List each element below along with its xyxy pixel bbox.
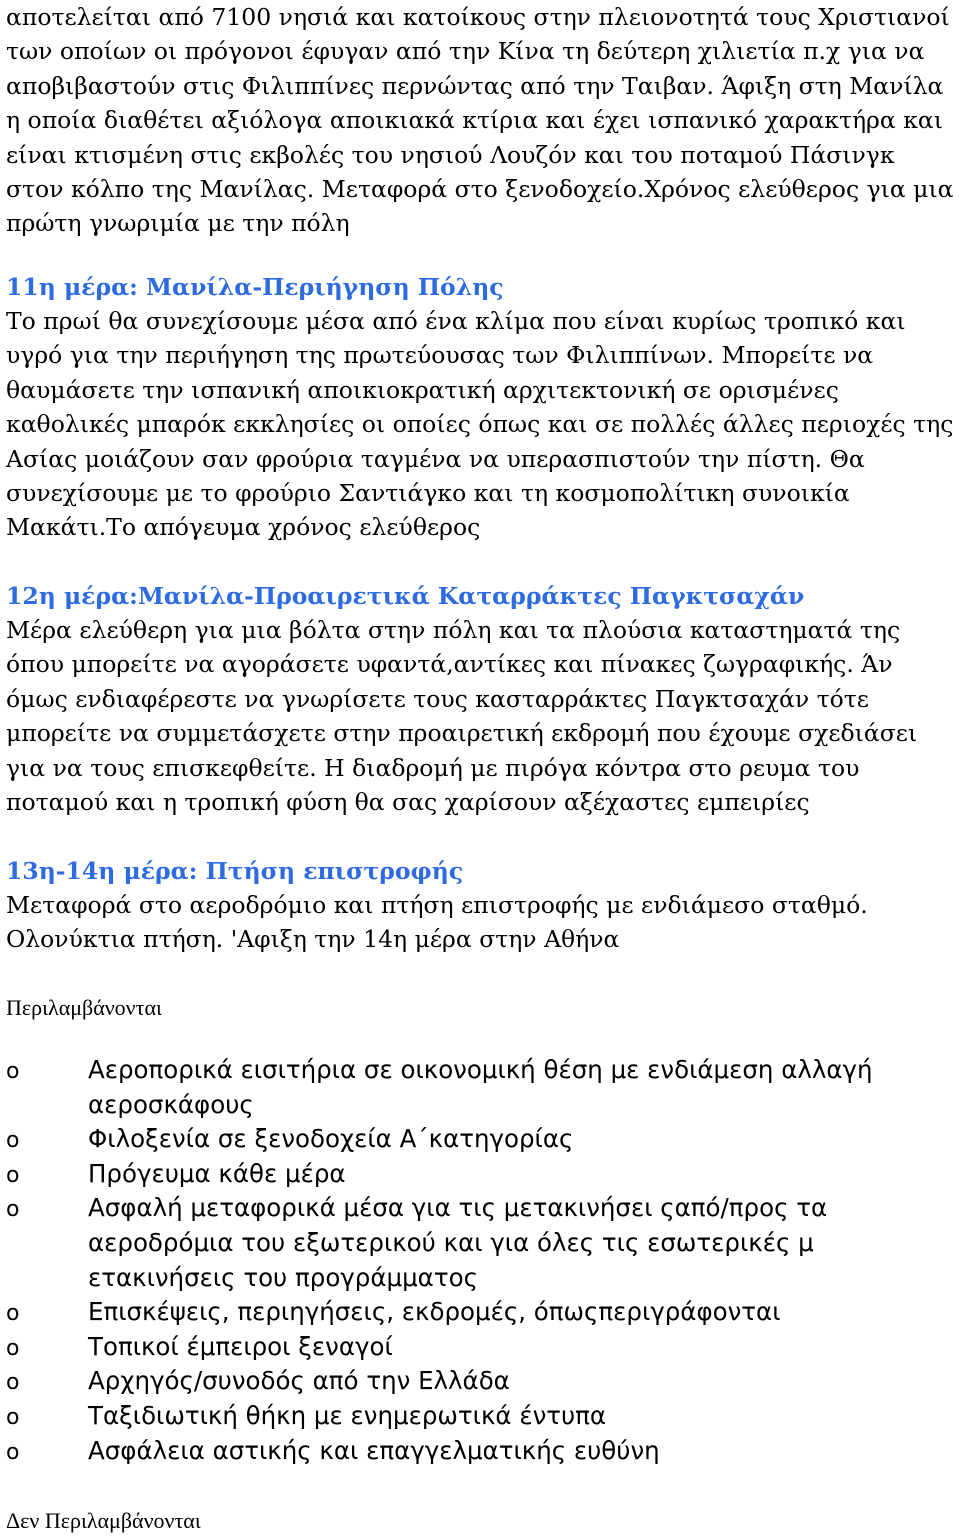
day-13-14-description: Μεταφορά στο αεροδρόμιο και πτήση επιστροφής με ενδιάμεσο σταθμό. Ολονύκτια πτήση. 'Αφιξη την 14η μέρα στην Αθήνα [6, 891, 868, 954]
list-item [6, 1434, 958, 1469]
list-item-text: Πρόγευμα κάθε μέρα [88, 1158, 346, 1188]
list-item-text: Ασφάλεια αστικής και επαγγελματικής ευθύνη [88, 1435, 660, 1465]
list-item [6, 1122, 958, 1157]
intro-paragraph: αποτελείται από 7100 νησιά και κατοίκους στην πλειονοτητά τους Χριστιανοί των οποίων οι πρόγονοι έφυγαν από την Κίνα τη δεύτερη χιλιετία π.χ για να αποβιβαστούν στις Φιλιππίνες περνώντας από την Ταιβαν. Άφιξη στη Μανίλα η οποία διαθέτει αξιόλογα αποικιακά κτίρια και έχει ισπανικό χαρακτήρα και είναι κτισμένη στις εκβολές του νησιού Λουζόν και του ποταμού Πάσινγκ στον κόλπο της Μανίλας. Μεταφορά στο ξενοδοχείο.Χρόνος ελεύθερος για μια πρώτη γνωριμία με την πόλη [6, 3, 954, 238]
list-item [6, 1364, 958, 1399]
list-item [6, 1295, 958, 1330]
day-13-14-heading: 13η-14η μέρα: Πτήση επιστροφής [6, 857, 464, 885]
bullet-icon: o [6, 1335, 20, 1361]
bullet-icon: o [6, 1370, 20, 1396]
bullet-icon: o [6, 1128, 20, 1154]
bullet-icon: o [6, 1059, 20, 1084]
list-item-text: Τοπικοί έμπειροι ξεναγοί [88, 1331, 393, 1361]
day-12-heading: 12η μέρα:Μανίλα-Προαιρετικά Καταρράκτες Παγκτσαχάν [6, 582, 805, 610]
bullet-icon: o [6, 1404, 20, 1430]
list-item [6, 1191, 958, 1295]
day-12-description: Μέρα ελεύθερη για μια βόλτα στην πόλη και τα πλούσια καταστηματά της όπου μπορείτε να αγοράσετε υφαντά,αντίκες και πίνακες ζωγραφικής. Άν όμως ενδιαφέρεστε να γνωρίσετε τους κασταρράκτες Παγκτσαχάν τότε μπορείτε να συμμετάσχετε στην προαιρετική εκδρομή που έχουμε σχεδιάσει για να τους επισκεφθείτε. Η διαδρομή με πιρόγα κόντρα στο ρευμα του ποταμού και η τροπική φύση θα σας χαρίσουν αξέχαστες εμπειρίες [6, 616, 918, 817]
list-item-text: Αεροπορικά εισιτήρια σε οικονομική θέση με ενδιάμεση αλλαγή αεροσκάφους [88, 1055, 873, 1119]
list-item-text: Ταξιδιωτική θήκη με ενημερωτικά έντυπα [88, 1400, 607, 1430]
bullet-icon: o [6, 1197, 20, 1223]
list-item-text: Επισκέψεις, περιηγήσεις, εκδρομές, όπωςπεριγράφονται [88, 1297, 781, 1327]
list-item-text: Αρχηγός/συνοδός από την Ελλάδα [88, 1366, 510, 1396]
bullet-icon: o [6, 1301, 20, 1327]
bullet-icon: o [6, 1162, 20, 1188]
bullet-icon: o [6, 1439, 20, 1465]
list-item [6, 1330, 958, 1365]
day-11-heading: 11η μέρα: Μανίλα-Περιήγηση Πόλης [6, 273, 504, 301]
day-11-description: Το πρωί θα συνεχίσουμε μέσα από ένα κλίμα που είναι κυρίως τροπικό και υγρό για την περιήγηση της πρωτεύουσας των Φιλιππίνων. Μπορείτε να θαυμάσετε την ισπανική αποικιοκρατική αρχιτεκτονική σε ορισμένες καθολικές μπαρόκ εκκλησίες οι οποίες όπως και σε πολλές άλλες περιοχές της Ασίας μοιάζουν σαν φρούρια ταγμένα να υπερασπιστούν την πίστη. Θα συνεχίσουμε με το φρούριο Σαντιάγκο και τη κοσμοπολίτικη συνοικία Μακάτι.Το απόγευμα χρόνος ελεύθερος [6, 307, 954, 542]
list-item-text: Φιλοξενία σε ξενοδοχεία Α΄κατηγορίας [88, 1124, 574, 1154]
included-list [6, 1053, 958, 1468]
included-label: Περιλαμβάνονται [6, 995, 162, 1020]
list-item [6, 1157, 958, 1192]
list-item [6, 1399, 958, 1434]
list-item-text: Ασφαλή μεταφορικά μέσα για τις μετακινήσει ςαπό/προς τα αεροδρόμια του εξωτερικού και για όλες τις εσωτερικές μ ετακινήσεις του προγράμματος [88, 1193, 828, 1292]
not-included-label: Δεν Περιλαμβάνονται [6, 1508, 201, 1533]
list-item [6, 1053, 958, 1122]
